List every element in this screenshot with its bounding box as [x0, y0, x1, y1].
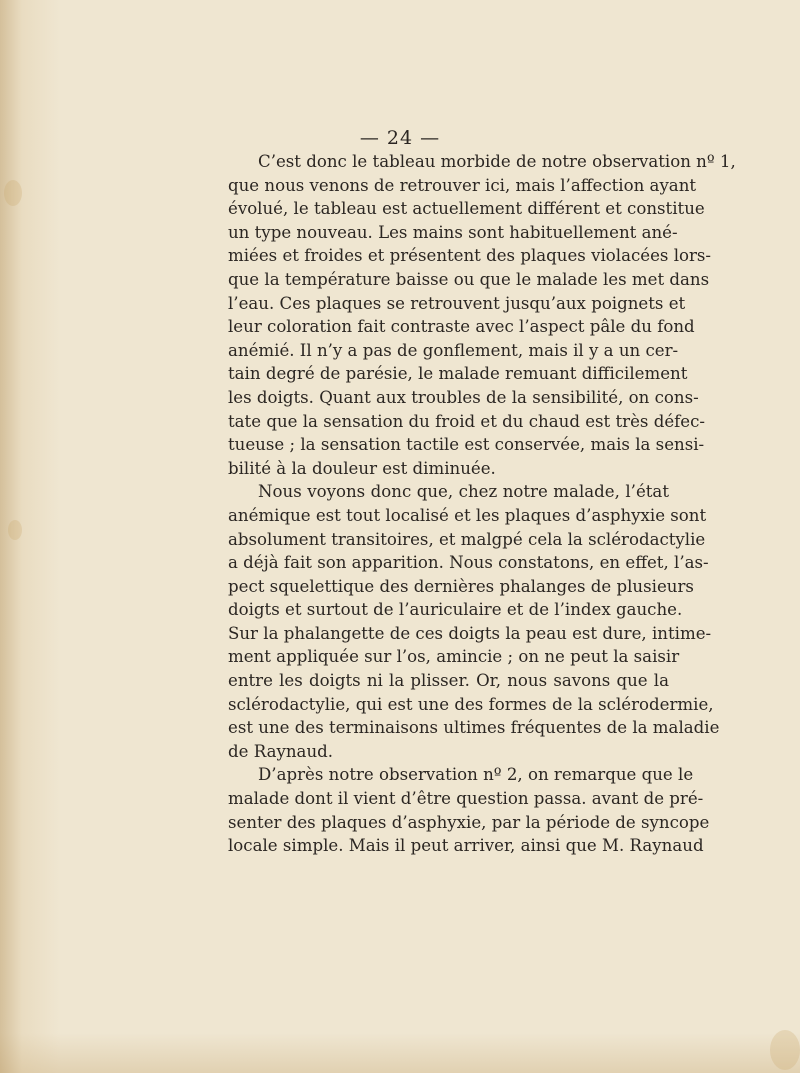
text-line: les doigts. Quant aux troubles de la sensibilité, on cons- [228, 387, 699, 407]
text-line: miées et froides et présentent des plaques violacées lors- [228, 246, 712, 266]
body-text [228, 150, 736, 858]
text-line: senter des plaques d’asphyxie, par la période de syncope [228, 812, 710, 832]
text-line: entre les doigts ni la plisser. Or, nous savons que la [228, 671, 669, 691]
paper-stain [770, 1030, 800, 1070]
text-line: sclérodactylie, qui est une des formes de la sclérodermie, [228, 694, 714, 714]
text-line: est une des terminaisons ultimes fréquentes de la maladie [228, 718, 720, 738]
text-line: tain degré de parésie, le malade remuant difficilement [228, 364, 688, 384]
paper-stain [4, 180, 22, 206]
text-line: bilité à la douleur est diminuée. [228, 458, 496, 478]
text-line: de Raynaud. [228, 741, 334, 761]
text-line: pect squelettique des dernières phalanges de plusieurs [228, 576, 694, 596]
text-line: l’eau. Ces plaques se retrouvent jusqu’aux poignets et [228, 293, 686, 313]
page-number: — 24 — [359, 127, 441, 149]
text-line: Sur la phalangette de ces doigts la peau est dure, intime- [228, 623, 712, 643]
paper-stain [8, 520, 22, 540]
text-line: évolué, le tableau est actuellement différent et constitue [228, 199, 705, 219]
text-line: anémié. Il n’y a pas de gonflement, mais il y a un cer- [228, 340, 679, 360]
text-line: ment appliquée sur l’os, amincie ; on ne peut la saisir [228, 647, 680, 667]
text-line: malade dont il vient d’être question passa. avant de pré- [228, 789, 704, 809]
text-line: absolument transitoires, et malgpé cela la sclérodactylie [228, 529, 706, 549]
text-line: que la température baisse ou que le malade les met dans [228, 269, 710, 289]
text-line: D’après notre observation nº 2, on remarque que le [258, 765, 694, 785]
text-line: leur coloration fait contraste avec l’aspect pâle du fond [228, 317, 695, 337]
text-line: tate que la sensation du froid et du chaud est très défec- [228, 411, 706, 431]
text-line: doigts et surtout de l’auriculaire et de l’index gauche. [228, 600, 683, 620]
text-line: a déjà fait son apparition. Nous constatons, en effet, l’as- [228, 553, 709, 573]
text-line: anémique est tout localisé et les plaques d’asphyxie sont [228, 505, 707, 525]
text-line: Nous voyons donc que, chez notre malade, l’état [258, 482, 669, 502]
text-line: un type nouveau. Les mains sont habituellement ané- [228, 222, 678, 242]
text-line: locale simple. Mais il peut arriver, ainsi que M. Raynaud [228, 836, 704, 856]
text-line: que nous venons de retrouver ici, mais l’affection ayant [228, 175, 697, 195]
text-line: C’est donc le tableau morbide de notre observation nº 1, [258, 152, 736, 171]
text-line: tueuse ; la sensation tactile est conservée, mais la sensi- [228, 435, 705, 455]
